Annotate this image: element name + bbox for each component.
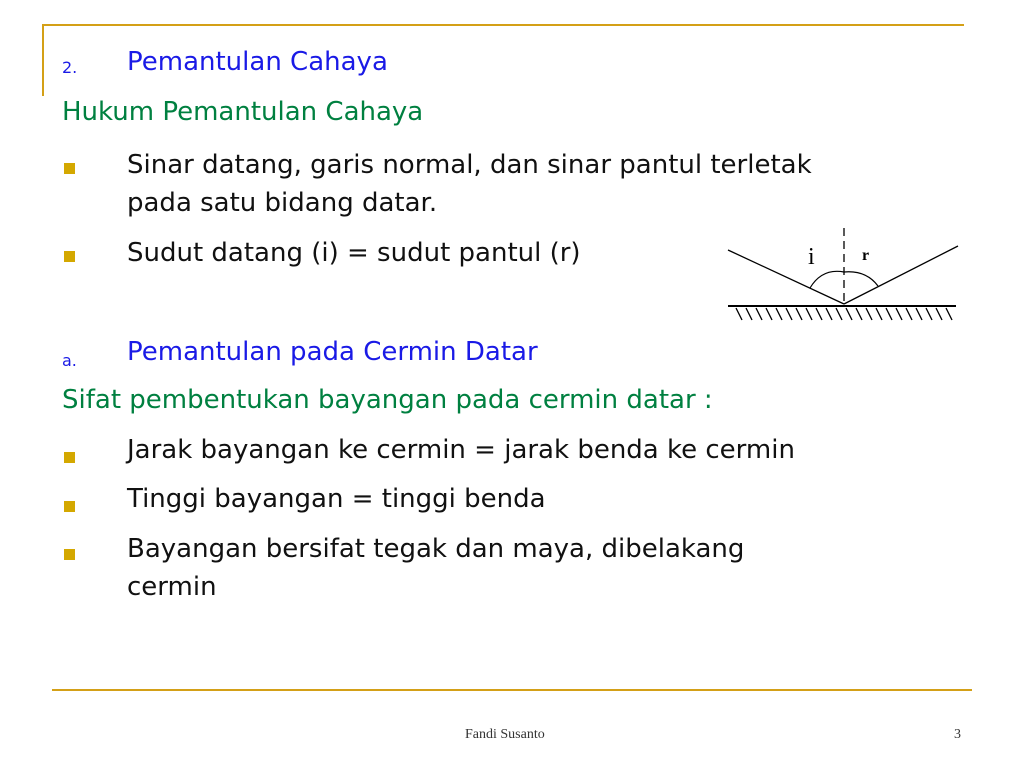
section-title: Pemantulan pada Cermin Datar bbox=[127, 337, 538, 367]
properties-heading: Sifat pembentukan bayangan pada cermin datar : bbox=[62, 385, 713, 415]
bullet-marker bbox=[64, 163, 75, 174]
reflection-diagram bbox=[722, 224, 962, 324]
incident-ray bbox=[728, 250, 844, 304]
footer-author: Fandi Susanto bbox=[465, 727, 545, 742]
bullet-text: Jarak bayangan ke cermin = jarak benda ke cermin bbox=[127, 435, 795, 465]
bullet-text: Sinar datang, garis normal, dan sinar pantul terletak bbox=[127, 150, 812, 180]
bullet-marker bbox=[64, 549, 75, 560]
law-heading: Hukum Pemantulan Cahaya bbox=[62, 97, 424, 127]
page-number: 3 bbox=[954, 727, 961, 742]
frame-top-rule bbox=[42, 24, 964, 26]
bullet-marker bbox=[64, 251, 75, 262]
bullet-text: Bayangan bersifat tegak dan maya, dibelakang bbox=[127, 534, 745, 564]
bullet-text-continued: cermin bbox=[127, 572, 217, 602]
section-number: 2. bbox=[62, 58, 78, 77]
angle-arc-i bbox=[810, 271, 844, 288]
bullet-marker bbox=[64, 452, 75, 463]
mirror-hatching bbox=[736, 308, 952, 320]
angle-label-i: i bbox=[808, 244, 815, 270]
section-title: Pemantulan Cahaya bbox=[127, 47, 388, 77]
footer-rule bbox=[52, 689, 972, 691]
angle-label-r: r bbox=[862, 247, 870, 264]
bullet-marker bbox=[64, 501, 75, 512]
angle-arc-r bbox=[844, 272, 878, 286]
section-number: a. bbox=[62, 351, 77, 370]
frame-left-rule bbox=[42, 24, 44, 96]
bullet-text-continued: pada satu bidang datar. bbox=[127, 188, 438, 218]
bullet-text: Tinggi bayangan = tinggi benda bbox=[127, 484, 546, 514]
bullet-text: Sudut datang (i) = sudut pantul (r) bbox=[127, 238, 581, 268]
